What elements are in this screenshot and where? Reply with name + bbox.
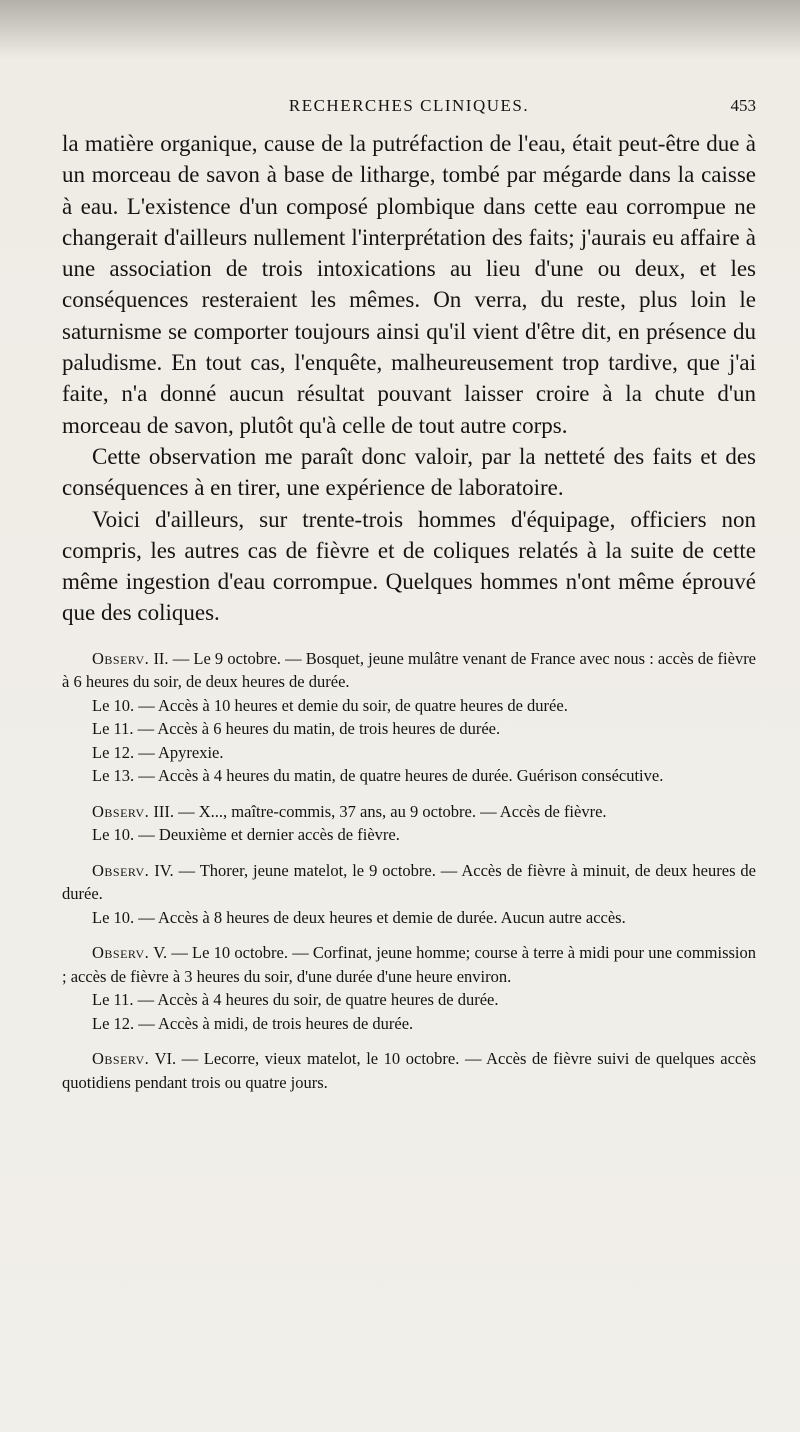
observation-4	[62, 859, 756, 930]
observation-3	[62, 800, 756, 847]
observation-label: Observ.	[92, 860, 150, 880]
observation-text: V. — Le 10 octobre. — Corfinat, jeune homme; course à terre à midi pour une commission ; accès de fièvre à 3 heures du soir, d'une durée d'une heure environ.	[62, 943, 756, 986]
observation-6	[62, 1047, 756, 1094]
observation-2	[62, 647, 756, 788]
running-head	[62, 96, 756, 120]
observation-line: Le 11. — Accès à 6 heures du matin, de trois heures de durée.	[92, 719, 501, 739]
observation-line: Le 10. — Accès à 10 heures et demie du soir, de quatre heures de durée.	[92, 695, 568, 715]
observation-line: Le 13. — Accès à 4 heures du matin, de quatre heures de durée. Guérison consécutive.	[92, 766, 664, 786]
observation-line: Le 12. — Accès à midi, de trois heures de durée.	[92, 1013, 414, 1033]
observation-line: Le 11. — Accès à 4 heures du soir, de quatre heures de durée.	[92, 990, 499, 1010]
body-text	[62, 128, 756, 1106]
observation-5	[62, 941, 756, 1035]
observation-line: Le 10. — Accès à 8 heures de deux heures et demie de durée. Aucun autre accès.	[92, 907, 626, 927]
observation-line: Le 10. — Deuxième et dernier accès de fièvre.	[92, 825, 400, 845]
observation-line	[62, 1047, 756, 1094]
scan-edge-shadow	[0, 0, 800, 58]
observation-label: Observ.	[92, 943, 150, 963]
running-head-title: RECHERCHES CLINIQUES.	[288, 96, 530, 115]
page-number: 453	[730, 96, 756, 115]
observation-label: Observ.	[92, 1049, 150, 1069]
observation-text: IV. — Thorer, jeune matelot, le 9 octobre. — Accès de fièvre à minuit, de deux heures de durée.	[62, 860, 757, 904]
observation-line	[62, 647, 756, 694]
observation-line: Le 12. — Apyrexie.	[92, 742, 224, 762]
paragraph: la matière organique, cause de la putréfaction de l'eau, était peut-être due à un morceau de savon à base de litharge, tombé par mégarde dans la caisse à eau. L'existence d'un composé plombique dans cette eau corrompue ne changerait d'ailleurs nullement l'interprétation des faits; j'aurais eu affaire à une association de trois intoxications au lieu d'une ou deux, et les conséquences resteraient les mêmes. On verra, du reste, plus loin le saturnisme se comporter toujours ainsi qu'il vient d'être dit, en présence du paludisme. En tout cas, l'enquête, malheureusement trop tardive, que j'ai faite, n'a donné aucun résultat pouvant laisser croire à la chute d'un morceau de savon, plutôt qu'à celle de tout autre corps.	[62, 131, 756, 438]
observation-line	[62, 941, 756, 988]
observation-text: VI. — Lecorre, vieux matelot, le 10 octobre. — Accès de fièvre suivi de quelques accès quotidiens pendant trois ou quatre jours.	[62, 1049, 757, 1092]
main-text	[62, 128, 756, 629]
observation-label: Observ.	[92, 801, 150, 821]
observation-line	[62, 859, 756, 906]
observations-section	[62, 647, 756, 1095]
observation-line	[62, 800, 756, 824]
observation-text: II. — Le 9 octobre. — Bosquet, jeune mulâtre venant de France avec nous : accès de fièvre à 6 heures du soir, de deux heures de durée.	[62, 648, 757, 692]
observation-text: III. — X..., maître-commis, 37 ans, au 9 octobre. — Accès de fièvre.	[153, 801, 607, 821]
observation-label: Observ.	[92, 648, 150, 668]
paragraph: Voici d'ailleurs, sur trente-trois hommes d'équipage, officiers non compris, les autres cas de fièvre et de coliques relatés à la suite de cette même ingestion d'eau corrompue. Quelques hommes n'ont même éprouvé que des coliques.	[62, 506, 756, 626]
paragraph: Cette observation me paraît donc valoir, par la netteté des faits et des conséquences à en tirer, une expérience de laboratoire.	[62, 443, 756, 501]
